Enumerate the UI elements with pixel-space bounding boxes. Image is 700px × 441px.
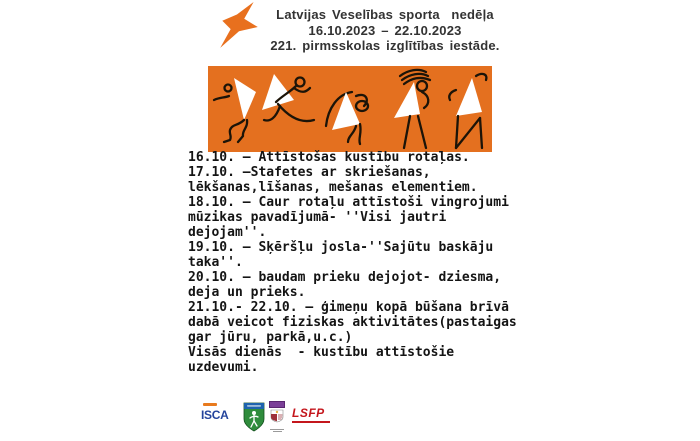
lsfp-logo: [292, 406, 336, 423]
sports-banner: [208, 66, 492, 152]
date-range: 16.10.2023 – 22.10.2023: [308, 22, 462, 38]
schedule-line: deja un prieks.: [188, 285, 306, 300]
schedule-line: dejojam''.: [188, 225, 267, 240]
stick-figure-stride: [449, 74, 486, 148]
purple-banner: [269, 401, 285, 408]
arms-caption-line: [270, 429, 284, 430]
schedule-line: 20.10. – baudam prieku dejojot- dziesma,: [188, 270, 502, 285]
latvia-coat-of-arms-icon: [269, 409, 285, 423]
schedule-line: uzdevumi.: [188, 360, 259, 375]
stick-figure-crouch: [214, 78, 256, 142]
schedule-list: [188, 150, 517, 375]
schedule-line: 17.10. –Stafetes ar skriešanas,: [188, 165, 431, 180]
isca-tagline-mark: [203, 403, 217, 406]
coat-of-arms-logo: [267, 401, 287, 432]
schedule-line: mūzikas pavadījumā- ''Visi jautri: [188, 210, 447, 225]
schedule-line: lēkšanas,līšanas, mešanas elementiem.: [188, 180, 478, 195]
lsfp-logo-label: LSFP: [292, 406, 325, 420]
schedule-line: gar jūru, parkā,u.c.): [188, 330, 353, 345]
sports-shield-logo: [243, 402, 265, 432]
isca-logo-label: ISCA: [201, 407, 229, 422]
schedule-line: 18.10. – Caur rotaļu attīstoši vingrojumi: [188, 195, 509, 210]
lsfp-caption-line: [292, 421, 330, 423]
arms-caption-line: [273, 431, 282, 432]
page-title: Latvijas Veselības sporta nedēļa: [276, 7, 494, 22]
stick-figure-stand: [394, 70, 430, 148]
header: [233, 7, 537, 54]
stick-figure-lunge: [262, 74, 314, 121]
schedule-line: 21.10.- 22.10. – ģimeņu kopā būšana brīvā: [188, 300, 509, 315]
stick-figures-illustration: [208, 66, 492, 152]
schedule-line: Visās dienās - kustību attīstošie: [188, 345, 455, 360]
schedule-line: dabā veicot fiziskas aktivitātes(pastaigas: [188, 315, 517, 330]
institution-name: 221. pirmsskolas izglītības iestāde.: [270, 38, 500, 53]
schedule-line: 16.10. – Attīstošas kustību rotaļas.: [188, 150, 470, 165]
schedule-line: 19.10. – Sķēršļu josla-''Sajūtu baskāju: [188, 240, 494, 255]
stick-figure-bend: [326, 92, 368, 144]
schedule-line: taka''.: [188, 255, 243, 270]
isca-logo: [201, 403, 235, 422]
